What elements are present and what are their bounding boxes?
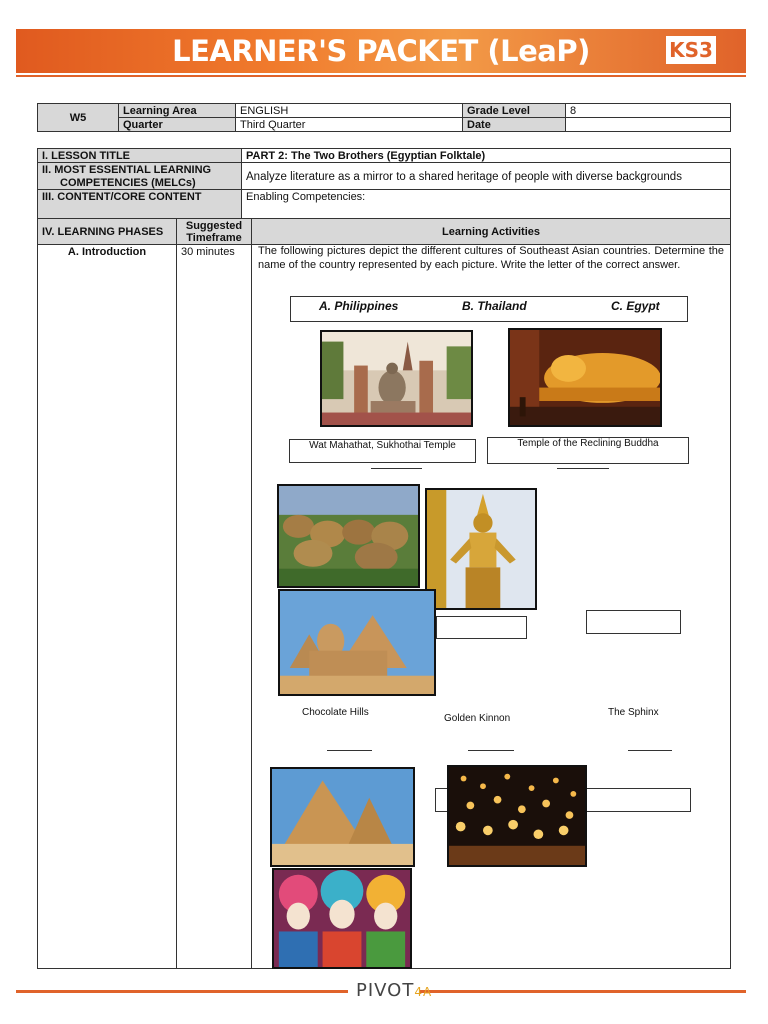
- learning-phases-label: IV. LEARNING PHASES: [37, 218, 177, 245]
- answer-blank-5[interactable]: [628, 750, 672, 751]
- footer-line-left: [16, 990, 348, 993]
- pivot-logo-text: PIVOT: [356, 980, 415, 1001]
- phase-a-time: 30 minutes: [176, 244, 252, 969]
- answer-blank-3[interactable]: [327, 750, 372, 751]
- banner-underline: [16, 75, 746, 77]
- leap-banner: [16, 29, 746, 73]
- wat-mahathat-caption-box: [289, 439, 476, 463]
- golden-kinnon-caption: Golden Kinnon: [444, 713, 511, 724]
- answer-box-sphinx[interactable]: [586, 610, 681, 634]
- wat-mahathat-photo: [320, 330, 473, 427]
- wat-mahathat-caption: Wat Mahathat, Sukhothai Temple: [309, 440, 456, 451]
- lesson-title-value: PART 2: The Two Brothers (Egyptian Folktale): [241, 148, 731, 163]
- pivot-logo: [356, 980, 432, 1001]
- grade-level-label: Grade Level: [462, 103, 566, 118]
- learning-activities-label: Learning Activities: [251, 218, 731, 245]
- grade-level-value: 8: [565, 103, 731, 118]
- timeframe-label: [176, 218, 252, 245]
- lanterns-photo: [447, 765, 587, 867]
- pivot-logo-suffix: 4A: [414, 985, 433, 999]
- reclining-buddha-photo: [508, 328, 662, 427]
- reclining-buddha-caption: Temple of the Reclining Buddha: [517, 438, 659, 449]
- date-label: Date: [462, 117, 566, 132]
- choices-box: [290, 296, 688, 322]
- learning-area-label: Learning Area: [118, 103, 236, 118]
- answer-blank-2[interactable]: [557, 468, 609, 469]
- content-label: III. CONTENT/CORE CONTENT: [37, 189, 242, 219]
- melc-label-line1: II. MOST ESSENTIAL LEARNING: [42, 164, 212, 176]
- timeframe-label-line1: Suggested: [185, 220, 243, 232]
- content-value: Enabling Competencies:: [241, 189, 731, 219]
- golden-kinnon-photo: [425, 488, 537, 610]
- answer-blank-4[interactable]: [468, 750, 514, 751]
- choice-c: C. Egypt: [611, 299, 660, 313]
- answer-blank-1[interactable]: [371, 468, 422, 469]
- footer-line-right: [420, 990, 746, 993]
- activity-instructions: The following pictures depict the different cultures of Southeast Asian countries. Determine the name of the country represented by each picture. Write the letter of the correct answer.: [258, 245, 724, 271]
- choice-a: A. Philippines: [319, 299, 399, 313]
- lesson-title-label: I. LESSON TITLE: [37, 148, 242, 163]
- chocolate-hills-caption: Chocolate Hills: [302, 707, 369, 718]
- sphinx-caption: The Sphinx: [608, 707, 659, 718]
- date-value[interactable]: [565, 117, 731, 132]
- masskara-photo: [272, 868, 412, 969]
- ks3-badge: KS3: [666, 36, 716, 64]
- reclining-buddha-caption-box: [487, 437, 689, 464]
- learning-area-value: ENGLISH: [235, 103, 463, 118]
- choice-b: B. Thailand: [462, 299, 527, 313]
- melc-value: Analyze literature as a mirror to a shared heritage of people with diverse backgrounds: [241, 162, 731, 190]
- sphinx-photo: [278, 589, 436, 696]
- melc-label: [37, 162, 242, 190]
- pyramids-photo: [270, 767, 415, 867]
- answer-box-golden-kinnon[interactable]: [436, 616, 527, 639]
- quarter-value: Third Quarter: [235, 117, 463, 132]
- timeframe-label-line2: Timeframe: [186, 232, 242, 244]
- phase-a-label: A. Introduction: [37, 244, 177, 969]
- quarter-label: Quarter: [118, 117, 236, 132]
- melc-label-line2: COMPETENCIES (MELCs): [60, 177, 196, 189]
- week-cell: W5: [37, 103, 119, 132]
- chocolate-hills-photo: [277, 484, 420, 588]
- banner-title: LEARNER'S PACKET (LeaP): [172, 34, 590, 68]
